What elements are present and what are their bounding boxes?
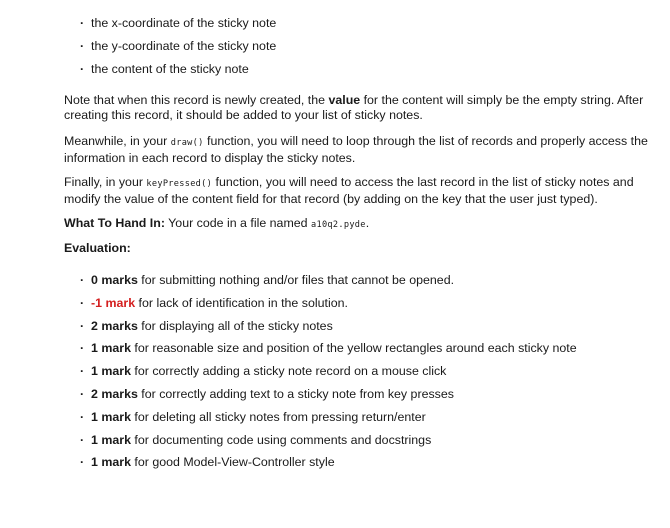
bullet-icon: ·	[80, 295, 85, 310]
mark-description: for submitting nothing and/or files that cannot be opened.	[137, 273, 455, 287]
mark-description: for displaying all of the sticky notes	[137, 318, 333, 333]
inline-code: keyPressed()	[146, 179, 213, 189]
mark-value: 2 marks	[91, 386, 138, 401]
bullet-icon: ·	[80, 273, 85, 287]
mark-value: 0 marks	[91, 273, 138, 287]
list-item	[80, 363, 650, 386]
hand-in-label: What To Hand In:	[64, 216, 165, 230]
mark-description: for documenting code using comments and docstrings	[130, 432, 432, 447]
record-field-text: the x-coordinate of the sticky note	[91, 16, 277, 30]
list-item	[80, 14, 640, 37]
paragraph-record-created	[64, 93, 648, 122]
mark-description: for correctly adding a sticky note record on a mouse click	[130, 364, 447, 379]
bullet-icon: ·	[80, 455, 85, 470]
hand-in-line	[64, 216, 648, 233]
record-fields-list	[80, 14, 640, 83]
mark-value: 1 mark	[91, 409, 131, 424]
mark-description: for good Model-View-Controller style	[130, 455, 335, 470]
bullet-icon: ·	[80, 62, 85, 76]
mark-value: 1 mark	[91, 341, 131, 356]
bullet-icon: ·	[80, 432, 85, 447]
list-item	[80, 454, 650, 477]
hand-in-text: Your code in a file named	[164, 216, 311, 230]
inline-code: draw()	[170, 138, 204, 148]
mark-description: for deleting all sticky notes from pressing return/enter	[130, 409, 426, 424]
bullet-icon: ·	[80, 16, 85, 30]
record-field-text: the y-coordinate of the sticky note	[91, 39, 277, 53]
bullet-icon: ·	[80, 341, 85, 356]
paragraph-text: Meanwhile, in your	[64, 134, 171, 148]
mark-description: for correctly adding text to a sticky note from key presses	[137, 386, 454, 401]
list-item	[80, 37, 640, 60]
mark-value: 1 mark	[91, 455, 131, 470]
paragraph-text: Note that when this record is newly created, the	[64, 93, 329, 107]
paragraph-text: function, you will need to loop through the list of records and properly access the information in each record to display the sticky notes.	[64, 134, 648, 165]
paragraph-draw-function	[64, 134, 648, 165]
mark-value: 1 mark	[91, 432, 131, 447]
list-item	[80, 386, 650, 409]
bullet-icon: ·	[80, 39, 85, 53]
paragraph-text: function, you will need to access the last record in the list of sticky notes and modify the value of the content field for that record (by adding on the key that the user just typed).	[64, 175, 634, 206]
record-field-text: the content of the sticky note	[91, 62, 249, 76]
mark-description: for lack of identification in the solution.	[135, 295, 348, 310]
hand-in-end: .	[365, 216, 370, 230]
paragraph-text: Finally, in your	[64, 175, 147, 189]
mark-value: -1 mark	[91, 295, 136, 310]
list-item	[80, 60, 640, 83]
hand-in-filename: a10q2.pyde	[311, 220, 366, 230]
mark-value: 1 mark	[91, 364, 131, 379]
list-item	[80, 272, 650, 295]
list-item	[80, 295, 650, 318]
evaluation-marks-list	[80, 272, 650, 477]
list-item	[80, 432, 650, 455]
bullet-icon: ·	[80, 409, 85, 424]
bullet-icon: ·	[80, 364, 85, 379]
bullet-icon: ·	[80, 386, 85, 401]
paragraph-bold-text: value	[328, 93, 361, 107]
evaluation-heading: Evaluation:	[64, 241, 131, 255]
mark-description: for reasonable size and position of the yellow rectangles around each sticky note	[130, 341, 577, 356]
mark-value: 2 marks	[91, 318, 138, 333]
bullet-icon: ·	[80, 318, 85, 333]
paragraph-text: for the content will simply be the empty string. After creating this record, it should be added to your list of sticky notes.	[64, 93, 644, 122]
list-item	[80, 409, 650, 432]
list-item	[80, 318, 650, 341]
list-item	[80, 340, 650, 363]
paragraph-keypressed-function	[64, 175, 648, 206]
